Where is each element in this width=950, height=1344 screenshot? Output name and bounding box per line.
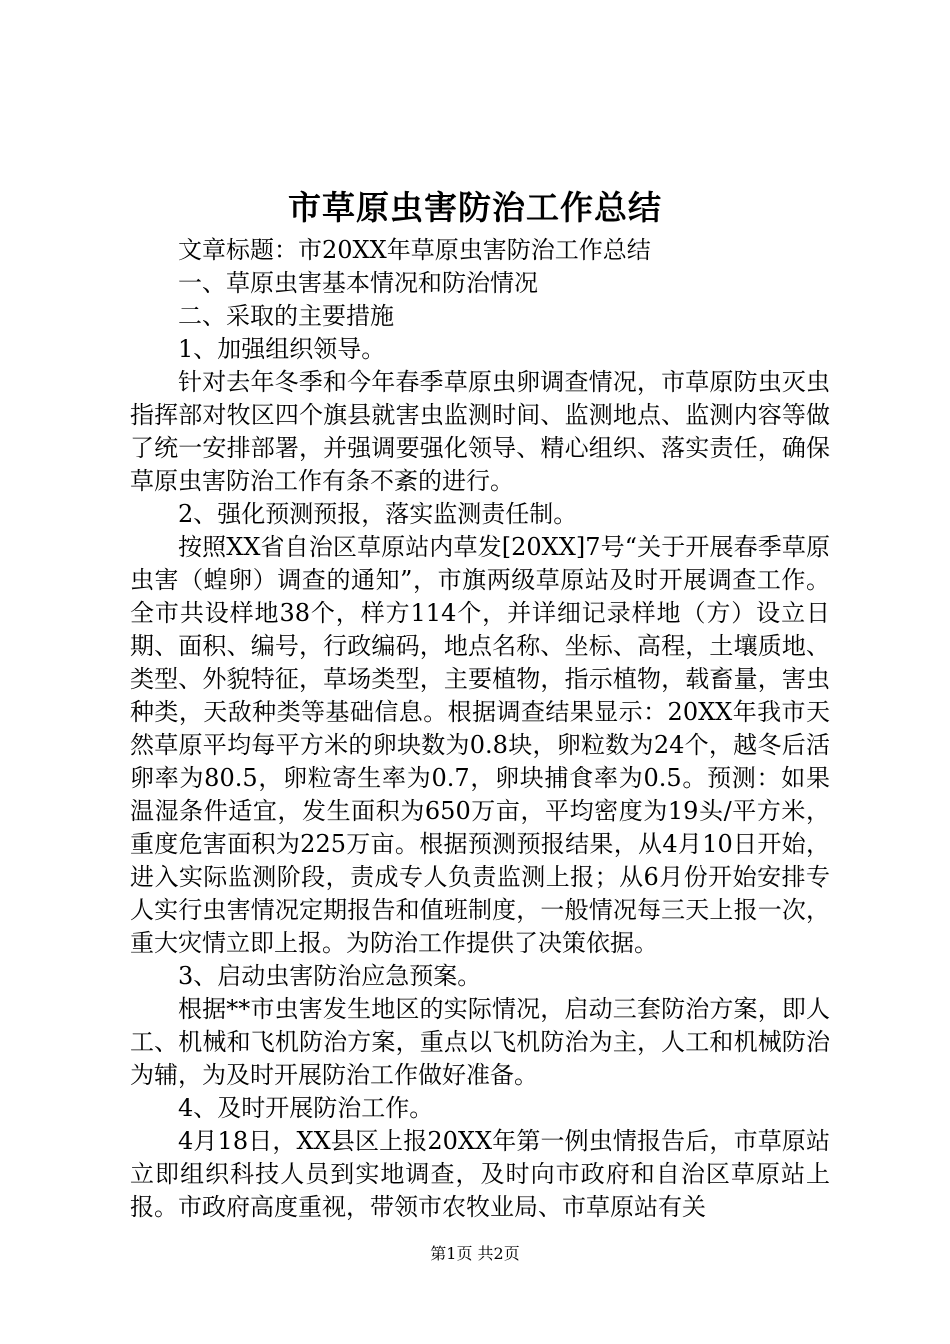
subheading-3: 3、启动虫害防治应急预案。 [178,962,482,990]
page-footer: 第1页 共2页 [430,1244,520,1263]
document-body [130,234,830,1224]
section-heading-1: 一、草原虫害基本情况和防治情况 [178,269,538,297]
paragraph: 针对去年冬季和今年春季草原虫卵调查情况，市草原防虫灭虫指挥部对牧区四个旗县就害虫监测时间、监测地点、监测内容等做了统一安排部署，并强调要强化领导、精心组织、落实责任，确保草原虫害防治工作有条不紊的进行。 [130,368,830,495]
subheading-4: 4、及时开展防治工作。 [178,1094,434,1122]
subheading-1: 1、加强组织领导。 [178,335,386,363]
document-title: 市草原虫害防治工作总结 [288,188,662,227]
paragraph: 4月18日，XX县区上报20XX年第一例虫情报告后，市草原站立即组织科技人员到实地调查，及时向市政府和自治区草原站上报。市政府高度重视，带领市农牧业局、市草原站有关 [130,1127,830,1221]
section-heading-2: 二、采取的主要措施 [178,302,394,330]
paragraph-article-title: 文章标题：市20XX年草原虫害防治工作总结 [178,236,651,264]
paragraph: 根据**市虫害发生地区的实际情况，启动三套防治方案，即人工、机械和飞机防治方案，重点以飞机防治为主，人工和机械防治为辅，为及时开展防治工作做好准备。 [130,995,830,1089]
subheading-2: 2、强化预测预报，落实监测责任制。 [178,500,578,528]
paragraph: 按照XX省自治区草原站内草发[20XX]7号“关于开展春季草原虫害（蝗卵）调查的通知”，市旗两级草原站及时开展调查工作。全市共设样地38个，样方114个，并详细记录样地（方）设立日期、面积、编号，行政编码，地点名称、坐标、高程，土壤质地、类型、外貌特征，草场类型，主要植物，指示植物，载畜量，害虫种类，天敌种类等基础信息。根据调查结果显示：20XX年我市天然草原平均每平方米的卵块数为0.8块，卵粒数为24个，越冬后活卵率为80.5，卵粒寄生率为0.7，卵块捕食率为0.5。预测：如果温湿条件适宜，发生面积为650万亩，平均密度为19头/平方米，重度危害面积为225万亩。根据预测预报结果，从4月10日开始，进入实际监测阶段，责成专人负责监测上报；从6月份开始安排专人实行虫害情况定期报告和值班制度，一般情况每三天上报一次，重大灾情立即上报。为防治工作提供了决策依据。 [130,533,830,957]
